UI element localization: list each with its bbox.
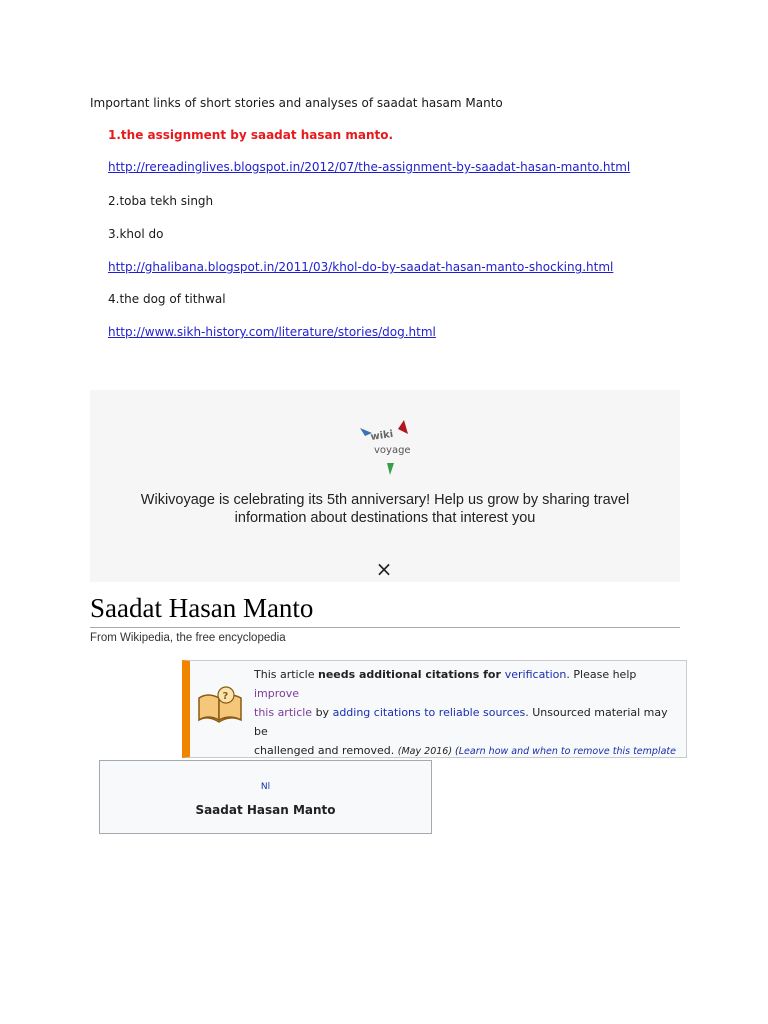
svg-text:?: ? (222, 691, 229, 702)
story-item-3: 3.khol do (108, 227, 164, 241)
verification-link[interactable]: verification (504, 668, 567, 681)
learn-remove-link[interactable]: Learn how and when to remove this template (458, 746, 676, 757)
book-question-icon (196, 684, 244, 724)
improve-article-link[interactable]: this article (254, 706, 313, 719)
story-link-4[interactable]: http://www.sikh-history.com/literature/stories/dog.html (108, 325, 436, 339)
close-icon[interactable]: × (375, 557, 393, 581)
infobox-name: Saadat Hasan Manto (195, 803, 336, 817)
story-item-1: 1.the assignment by saadat hasan manto. (108, 128, 394, 142)
notice-text: . Please help (566, 668, 637, 681)
story-link-1[interactable]: http://rereadinglives.blogspot.in/2012/07/the-assignment-by-saadat-hasan-manto.html (108, 160, 631, 174)
notice-text: This article (254, 668, 318, 681)
title-divider (90, 627, 680, 628)
infobox-nl-link[interactable]: Nl (260, 782, 271, 792)
story-link-3[interactable]: http://ghalibana.blogspot.in/2011/03/khol-do-by-saadat-hasan-manto-shocking.html (108, 260, 614, 274)
notice-date: (May 2016) (397, 746, 453, 757)
banner-line-2: information about destinations that interest you (234, 510, 536, 526)
wikivoyage-logo (356, 420, 418, 476)
page-subtitle: From Wikipedia, the free encyclopedia (90, 632, 286, 644)
doc-heading: Important links of short stories and analyses of saadat hasam Manto (90, 96, 503, 110)
wikivoyage-banner (90, 390, 680, 582)
logo-wiki-text: wiki (369, 428, 394, 443)
page-title: Saadat Hasan Manto (90, 593, 314, 623)
improve-link[interactable]: improve (254, 687, 300, 700)
notice-paren: ( (452, 746, 459, 757)
banner-message (90, 491, 680, 527)
notice-text: . Unsourced material may be (254, 706, 668, 738)
infobox (99, 760, 432, 834)
story-item-2: 2.toba tekh singh (108, 194, 214, 208)
adding-citations-link[interactable]: adding citations to reliable sources (332, 706, 526, 719)
story-item-4: 4.the dog of tithwal (108, 292, 226, 306)
notice-text: by (312, 706, 333, 719)
notice-text: challenged and removed. (254, 744, 398, 757)
notice-bold-text: needs additional citations for (317, 668, 505, 681)
banner-line-1: Wikivoyage is celebrating its 5th anniversary! Help us grow by sharing travel (140, 492, 630, 508)
logo-voyage-text: voyage (374, 445, 411, 456)
